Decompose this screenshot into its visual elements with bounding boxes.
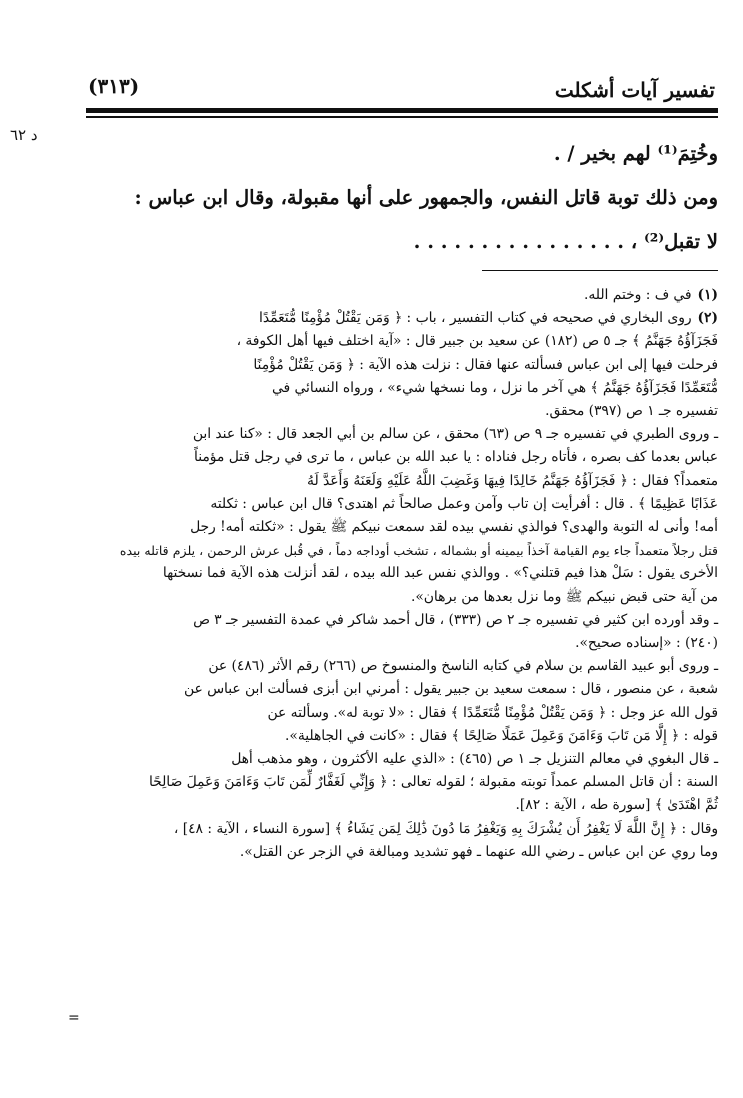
footnote-2 [84, 307, 718, 423]
footnote-line: (٢٤٠) : «إسناده صحيح». [575, 635, 718, 652]
ibn-kathir-paragraph [84, 609, 718, 655]
footnote-line: ـ وروى الطبري في تفسيره جـ ٩ ص (٦٣) محقق ، عن سالم بن أبي الجعد قال : «كنا عند ابن [192, 426, 718, 443]
footnote-line: السنة : أن قاتل المسلم عمداً توبته مقبولة ؛ لقوله تعالى : ﴿ وَإِنِّي لَغَفَّارٌ لِّمَن تَابَ وَءَامَنَ وَعَمِلَ صَالِحًا [148, 774, 718, 791]
footnote-line: شعبة ، عن منصور ، قال : سمعت سعيد بن جبير يقول : أمرني ابن أبزى فسألت ابن عباس عن [184, 681, 718, 698]
footnote-text: في ف : وختم الله. [584, 287, 692, 303]
continuation-mark: = [68, 1010, 80, 1026]
footnote-line: ـ وروى أبو عبيد القاسم بن سلام في كتابه الناسخ والمنسوخ ص (٢٦٦) رقم الأثر (٤٨٦) عن [208, 658, 718, 675]
footnote-line: فَجَزَآؤُهُ جَهَنَّمُ ﴾ جـ ٥ ص (١٨٢) عن سعيد بن جبير قال : «آية اختلف فيها أهل الكوفة ، [236, 333, 718, 350]
header-rule-thin [86, 116, 718, 118]
page-number: (٣١٣) [88, 74, 140, 98]
footnote-separator [482, 270, 718, 271]
footnote-line: متعمداً؟ فقال : ﴿ فَجَزَآؤُهُ جَهَنَّمُ خَالِدًا فِيهَا وَغَضِبَ اللَّهُ عَلَيْهِ وَلَعَنَهُ وَأَعَدَّ لَهُ [307, 472, 718, 489]
footnote-line: مُّتَعَمِّدًا فَجَزَآؤُهُ جَهَنَّمُ ﴾ هي آخر ما نزل ، وما نسخها شيء» ، ورواه النسائي في [272, 379, 718, 396]
footnote-line: أمه! وأنى له التوبة والهدى؟ فوالذي نفسي بيده لقد سمعت نبيكم ﷺ يقول : «ثكلته أمه! رجل [190, 519, 718, 536]
footnote-line: الأخرى يقول : سَلْ هذا فيم قتلني؟» . ووالذي نفس عبد الله بيده ، لقد أنزلت هذه الآية فما نسختها [162, 565, 718, 582]
footnote-number: (٢) [697, 310, 718, 327]
footnote-line: ـ قال البغوي في معالم التنزيل جـ ١ ص (٤٦٥) : «الذي عليه الأكثرون ، وهو مذهب أهل [231, 751, 718, 768]
footnotes [84, 284, 718, 864]
tabari-paragraph [84, 423, 718, 609]
main-line-3: لا تقبل⁽²⁾ ، . . . . . . . . . . . . . . . . [413, 230, 718, 253]
footnote-line: تفسيره جـ ١ ص (٣٩٧) محقق. [545, 403, 718, 420]
footnote-line: قوله : ﴿ إِلَّا مَن تَابَ وَءَامَنَ وَعَمِلَ عَمَلًا صَالِحًا ﴾ فقال : «كانت في الجاهلية». [285, 727, 718, 744]
margin-manuscript-note: د ٦٢ [10, 126, 38, 144]
footnote-line: قتل رجلاً متعمداً جاء يوم القيامة آخذاً بيمينه أو بشماله ، تشخب أوداجه دماً ، في قُبل عرش الرحمن ، يلزم قاتله بيده [119, 543, 718, 559]
running-title: تفسير آيات أشكلت [554, 78, 715, 102]
footnote-1 [84, 284, 718, 307]
page-header [88, 72, 715, 106]
baghawi-paragraph [84, 748, 718, 864]
footnote-line: (٢)روى البخاري في صحيحه في كتاب التفسير ، باب : ﴿ وَمَن يَقْتُلْ مُؤْمِنًا مُّتَعَمِّدًا [259, 310, 718, 327]
footnote-line: من آية حتى قبض نبيكم ﷺ وما نزل بعدها من برهان». [410, 588, 718, 605]
main-text [90, 132, 718, 264]
main-line-2: ومن ذلك توبة قاتل النفس، والجمهور على أنها مقبولة، وقال ابن عباس : [134, 186, 718, 209]
footnote-line: فرحلت فيها إلى ابن عباس فسألته عنها فقال : نزلت هذه الآية : ﴿ وَمَن يَقْتُلْ مُؤْمِنًا [253, 356, 718, 373]
header-rule-thick [86, 108, 718, 113]
footnote-line: عَذَابًا عَظِيمًا ﴾ . قال : أفرأيت إن تاب وآمن وعمل صالحاً ثم اهتدى؟ قال ابن عباس : ثكلته [210, 495, 718, 512]
footnote-line: قول الله عز وجل : ﴿ وَمَن يَقْتُلْ مُؤْمِنًا مُّتَعَمِّدًا ﴾ فقال : «لا توبة له». وسألته عن [267, 704, 718, 721]
footnote-line: ـ وقد أورده ابن كثير في تفسيره جـ ٢ ص (٣٣٣) ، قال أحمد شاكر في عمدة التفسير جـ ٣ ص [193, 611, 718, 628]
footnote-line: وما روي عن ابن عباس ـ رضي الله عنهما ـ فهو تشديد ومبالغة في الزجر عن القتل». [239, 843, 718, 860]
footnote-line: ثُمَّ اهْتَدَىٰ ﴾ [سورة طه ، الآية : ٨٢]. [515, 797, 718, 814]
abu-ubayd-paragraph [84, 655, 718, 748]
footnote-line: وقال : ﴿ إِنَّ اللَّهَ لَا يَغْفِرُ أَن يُشْرَكَ بِهِ وَيَغْفِرُ مَا دُونَ ذَٰلِكَ لِمَن يَشَاءُ ﴾ [سورة النساء ، الآية : ٤٨] ، [173, 820, 718, 837]
main-line-1: وخُتِمَ⁽¹⁾ لهم بخير / . [553, 142, 718, 165]
footnote-line: عباس بعدما كف بصره ، فأتاه رجل فناداه : يا عبد الله بن عباس ، ما ترى في رجل قتل مؤمناً [194, 449, 718, 466]
footnote-number: (١) [697, 287, 718, 303]
